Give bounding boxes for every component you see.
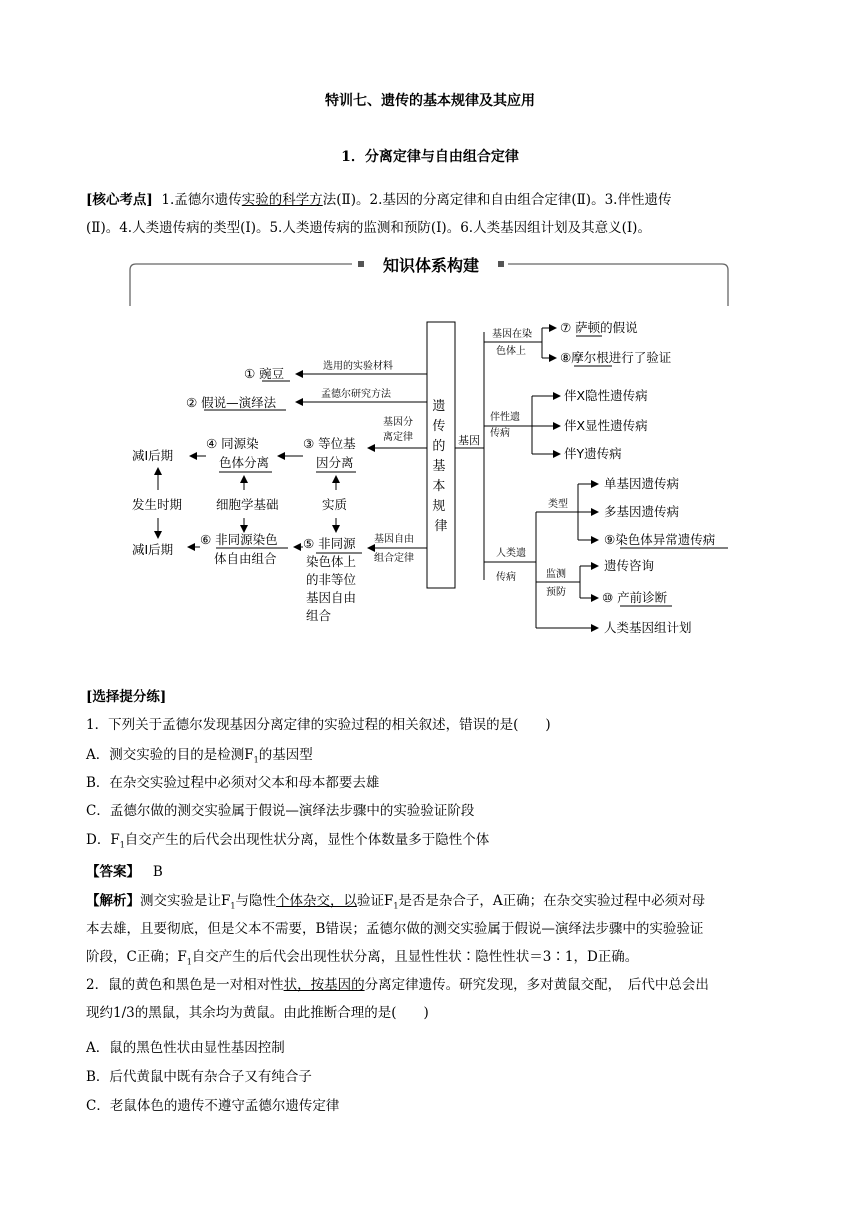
section-title: 1．分离定律与自由组合定律 [341, 149, 519, 165]
node-7: ⑦ 萨顿的假说 [560, 320, 638, 335]
banner-frame-left [130, 264, 352, 306]
label-type: 类型 [548, 499, 568, 510]
core-points-line-2: (Ⅱ)。4.人类遗传病的类型(Ⅰ)。5.人类遗传病的监测和预防(Ⅰ)。6.人类基因组计划及其意义(Ⅰ)。 [86, 220, 651, 236]
label-human: 人类遗传病 [496, 548, 526, 583]
q1-stem: 1．下列关于孟德尔发现基因分离定律的实验过程的相关叙述，错误的是( ) [86, 717, 551, 733]
node-8: ⑧摩尔根进行了验证 [560, 350, 672, 365]
node-monogenic: 单基因遗传病 [604, 476, 680, 491]
node-x-recessive: 伴X隐性遗传病 [564, 388, 648, 403]
core-text-underlined: 实验的科学方 [241, 192, 323, 208]
q1-option-d: D．$F_1$自交产生的后代会出现性状分离，显性个体数量多于隐性个体 [86, 832, 490, 850]
knowledge-diagram [0, 250, 860, 650]
label-meiosis-1: 减Ⅰ后期 [132, 448, 174, 463]
center-box [427, 322, 455, 588]
q1-answer: 【答案】 B [86, 864, 163, 880]
q1-option-b: B．在杂交实验过程中必须对父本和母本都要去雄 [86, 775, 380, 791]
node-counseling: 遗传咨询 [604, 558, 655, 573]
node-polygenic: 多基因遗传病 [604, 504, 680, 519]
banner-square-right [498, 261, 504, 267]
core-points-line-1 [86, 186, 671, 214]
q2-option-c: C．老鼠体色的遗传不遵守孟德尔遗传定律 [86, 1098, 340, 1114]
label-essence: 实质 [322, 497, 348, 512]
label-sexlinked: 伴性遗传病 [490, 412, 520, 439]
node-hgp: 人类基因组计划 [604, 620, 692, 635]
q2-stem-line-2: 现约1/3的黑鼠，其余均为黄鼠。由此推断合理的是( ) [86, 1005, 429, 1021]
banner-frame-right [508, 264, 728, 306]
label-chromosome: 基因在染色体上 [492, 329, 532, 357]
page-title: 特训七、遗传的基本规律及其应用 [325, 93, 535, 109]
q1-explanation-line-2: 本去雄，且要彻底，但是父本不需要，B错误；孟德尔做的测交实验属于假说—演绎法步骤中的实验验证 [86, 921, 704, 937]
label-gene: 基因 [458, 434, 480, 447]
core-points-label: [核心考点] [86, 192, 153, 208]
q1-option-c: C．孟德尔做的测交实验属于假说—演绎法步骤中的实验验证阶段 [86, 803, 475, 819]
label-cytology: 细胞学基础 [216, 497, 279, 512]
core-text: 法(Ⅱ)。2.基因的分离定律和自由组合定律(Ⅱ)。3.伴性遗传 [322, 192, 672, 208]
center-label: 遗 传 的 基 本 规 律 [432, 399, 448, 534]
node-10: ⑩ 产前诊断 [602, 590, 668, 605]
q2-option-b: B．后代黄鼠中既有杂合子又有纯合子 [86, 1069, 312, 1085]
label-monitor: 监测预防 [546, 569, 566, 598]
core-text: 1.孟德尔遗传 [161, 192, 242, 208]
q2-stem-line-1: 2．鼠的黄色和黑色是一对相对性状，按基因的分离定律遗传。研究发现，多对黄鼠交配， 后代中总会出 [86, 977, 709, 993]
edge-label-method: 孟德尔研究方法 [321, 389, 391, 400]
banner-square-left [358, 261, 364, 267]
q1-explanation-line-3: 阶段，C正确；$F_1$自交产生的后代会出现性状分离，且显性性状∶隐性性状＝3∶1，D正确。 [86, 949, 639, 967]
node-4: ④ 同源染色体分离 [206, 436, 270, 470]
label-meiosis-2: 减Ⅰ后期 [132, 542, 174, 557]
edge-label-separation: 基因分离定律 [383, 417, 413, 443]
banner-title: 知识体系构建 [382, 256, 480, 275]
node-6: ⑥ 非同源染色体自由组合 [200, 532, 278, 566]
q2-option-a: A．鼠的黑色性状由显性基因控制 [86, 1040, 285, 1056]
edge-label-material: 选用的实验材料 [323, 361, 393, 372]
node-5: ⑤ 非同源 染色体上 的非等位 基因自由 组合 [303, 536, 357, 623]
node-x-dominant: 伴X显性遗传病 [564, 418, 648, 433]
q1-explanation-line-1: 【解析】测交实验是让$F_1$与隐性个体杂交，以验证$F_1$是否是杂合子，A正确；在杂交实验过程中必须对母 [86, 893, 706, 911]
node-1: ① 豌豆 [244, 366, 285, 381]
practice-heading: [选择提分练] [86, 689, 167, 705]
label-period: 发生时期 [132, 497, 183, 512]
node-3: ③ 等位基因分离 [303, 436, 356, 470]
edge-label-combination: 基因自由组合定律 [374, 534, 414, 564]
node-y-linked: 伴Y遗传病 [564, 446, 622, 461]
node-2: ② 假说—演绎法 [186, 395, 277, 410]
q1-option-a: A．测交实验的目的是检测$F_1$的基因型 [86, 747, 313, 765]
node-9: ⑨染色体异常遗传病 [604, 532, 716, 547]
